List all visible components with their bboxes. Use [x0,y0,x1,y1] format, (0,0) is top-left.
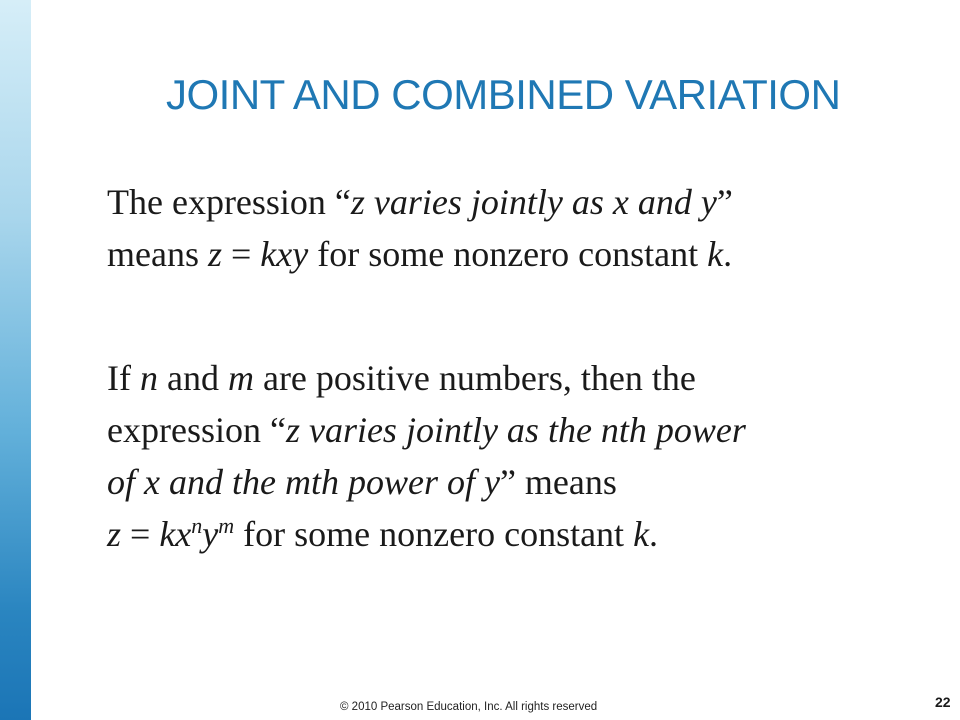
text-run: If [107,358,140,398]
variable-k: k [707,234,724,274]
variable-z: z [207,234,222,274]
paragraph2-line2 [107,404,746,456]
text-run: are positive numbers, then the [253,358,696,398]
italic-phrase: z varies jointly as x and y [350,182,717,222]
period: . [649,514,659,554]
definition-paragraph-powers [107,352,746,560]
paragraph1-line2 [107,228,733,280]
paragraph1-line1 [107,176,733,228]
copyright-footer: © 2010 Pearson Education, Inc. All rights reserved [340,701,598,713]
exponent-n: n [191,513,203,538]
variable-m: m [227,358,254,398]
text-run: expression “ [107,410,286,450]
paragraph2-line1 [107,352,746,404]
formula-kxy: kxy [260,234,309,274]
equals-sign: = [121,514,160,554]
side-accent-bar [0,0,31,720]
variable-k: k [633,514,650,554]
paragraph2-line4 [107,508,746,560]
text-run: for some nonzero constant [234,514,634,554]
italic-phrase: of x and the mth power of y [107,462,500,502]
formula-kx: kx [159,514,192,554]
slide-title: JOINT AND COMBINED VARIATION [166,71,841,118]
text-run: ” means [499,462,617,502]
exponent-m: m [218,513,235,538]
page-number: 22 [935,694,951,710]
paragraph2-line3 [107,456,746,508]
text-run: means [107,234,208,274]
text-run: for some nonzero constant [308,234,708,274]
definition-paragraph-jointly [107,176,733,280]
period: . [723,234,733,274]
text-run: ” [716,182,733,222]
variable-y: y [202,514,219,554]
variable-z: z [107,514,122,554]
italic-phrase: z varies jointly as the nth power [285,410,746,450]
text-run: The expression “ [107,182,351,222]
equals-sign: = [221,234,261,274]
variable-n: n [139,358,158,398]
text-run: and [157,358,228,398]
